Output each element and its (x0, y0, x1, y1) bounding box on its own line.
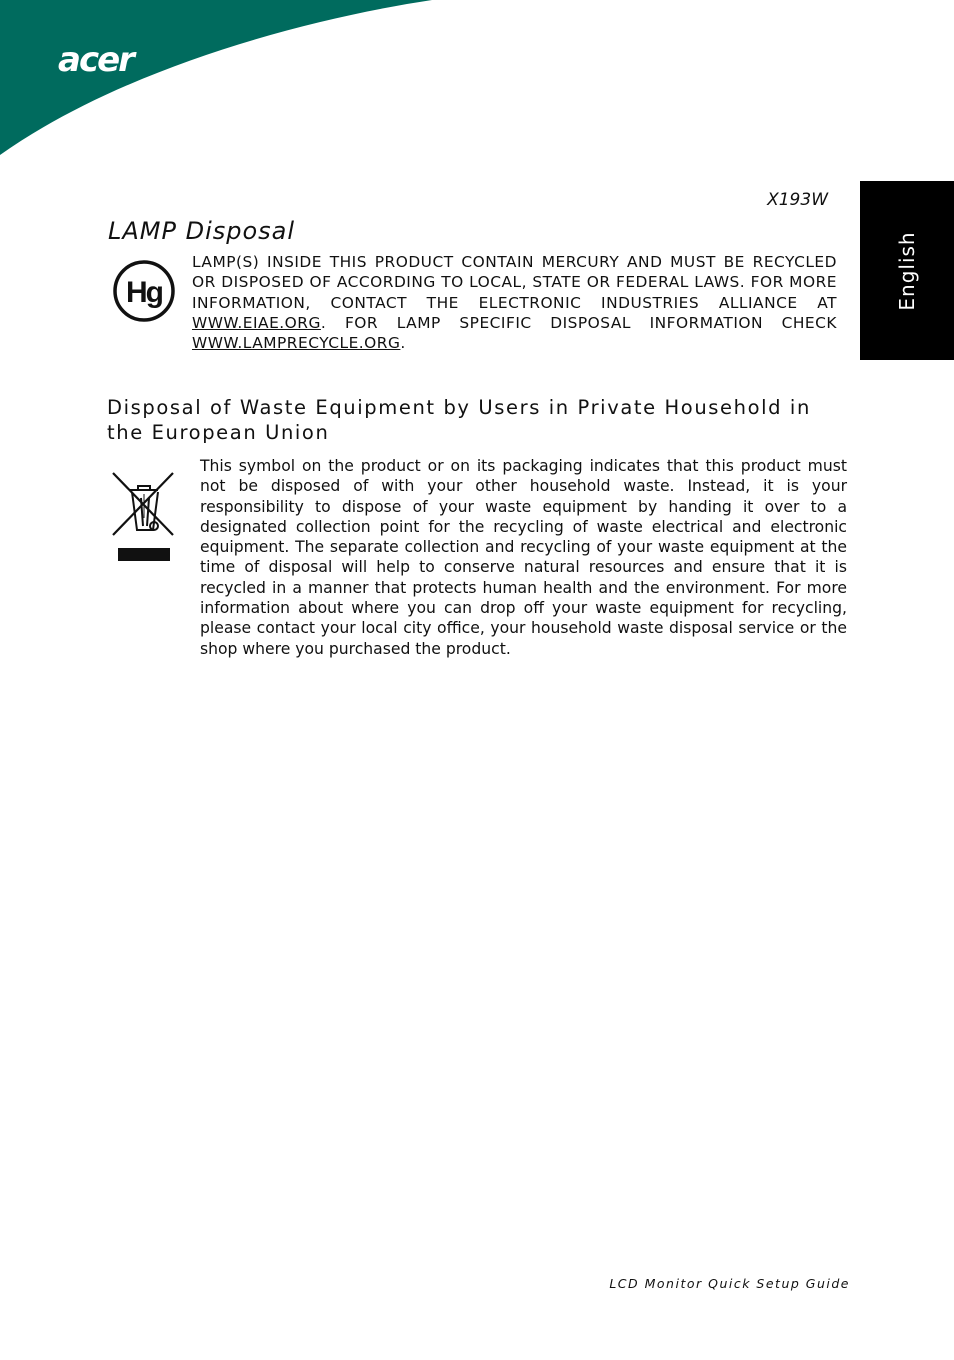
mercury-hg-icon (112, 259, 176, 323)
lamp-text-part2: . FOR LAMP SPECIFIC DISPOSAL INFORMATION CHECK (320, 313, 837, 332)
lamp-disposal-text (192, 252, 837, 353)
crossed-out-wheelie-bin-icon (110, 470, 178, 564)
language-tab-label: English (895, 230, 919, 311)
eiae-link[interactable]: WWW.EIAE.ORG (192, 313, 321, 332)
model-number: X193W (767, 190, 828, 210)
hg-icon-label: Hg (126, 276, 162, 309)
lamp-text-part3: . (400, 334, 406, 353)
language-tab (860, 181, 954, 360)
acer-logo: acer (58, 40, 133, 80)
lamp-disposal-title: LAMP Disposal (108, 217, 296, 245)
footer-guide-title: LCD Monitor Quick Setup Guide (609, 1276, 850, 1291)
lamprecycle-link[interactable]: WWW.LAMPRECYCLE.ORG (192, 334, 401, 353)
weee-disposal-title: Disposal of Waste Equipment by Users in Private Household in the European Union (107, 396, 811, 444)
weee-disposal-text: This symbol on the product or on its packaging indicates that this product must not be disposed of with your other household waste. Instead, it is your responsibility to dispose of your waste equipment by handing it over to a designated collection point for the recycling of waste electrical and electronic equipment. The separate collection and recycling of your waste equipment at the time of disposal will help to conserve natural resources and ensure that it is recycled in a manner that protects human health and the environment. For more information about where you can drop off your waste equipment for recycling, please contact your local city office, your household waste disposal service or the shop where you purchased the product. (200, 457, 847, 658)
header-swoosh (0, 0, 440, 160)
lamp-text-part1: LAMP(S) INSIDE THIS PRODUCT CONTAIN MERCURY AND MUST BE RECYCLED OR DISPOSED OF ACCORDING TO LOCAL, STATE OR FEDERAL LAWS. FOR MORE INFORMATION, CONTACT THE ELECTRONIC INDUSTRIES ALLIANCE AT (192, 253, 837, 312)
